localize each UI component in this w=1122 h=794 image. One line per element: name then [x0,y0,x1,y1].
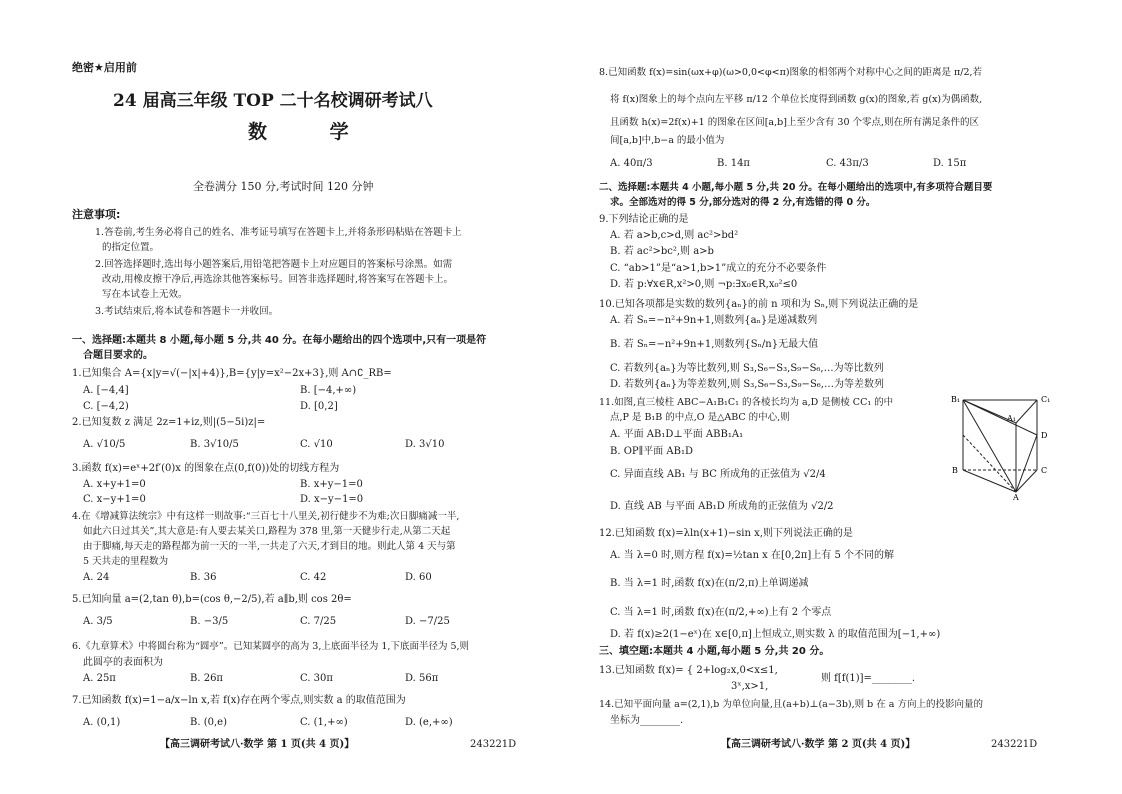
prism-figure [949,392,1059,500]
label-b1: B₁ [951,395,961,404]
note-line: 1.答卷前,考生务必将自己的姓名、准考证号填写在答题卡上,并将条形码粘贴在答题卡上 [95,227,462,238]
q9-option-b: B. 若 ac²>bc²,则 a>b [610,246,714,257]
page-footer: 【高三调研考试八·数学 第 1 页(共 4 页)】 [160,739,355,750]
note-line: 改动,用橡皮擦干净后,再选涂其他答案标号。回答非选择题时,将答案写在答题卡上。 [102,274,454,285]
q11-option-d: D. 直线 AB 与平面 AB₁D 所成角的正弦值为 √2/2 [610,501,834,512]
section3-heading: 三、填空题:本题共 4 小题,每小题 5 分,共 20 分。 [599,646,830,657]
q11-option-c: C. 异面直线 AB₁ 与 BC 所成角的正弦值为 √2/4 [610,469,826,480]
q3-option-a: A. x+y+1=0 [83,479,146,490]
question-13: 13.已知函数 f(x)= { 2+log₂x,0<x≤1, [599,665,778,676]
question-13-case2: 3ˣ,x>1, [731,681,769,692]
q5-option-c: C. 7/25 [300,616,337,627]
q3-option-d: D. x−y−1=0 [300,494,364,505]
question-8-cont: 将 f(x)图象上的每个点向左平移 π/12 个单位长度得到函数 g(x)的图象,若 g(x)为偶函数, [610,94,983,105]
q9-option-d: D. 若 p:∀x∈R,x²>0,则 ¬p:∃x₀∈R,x₀²≤0 [610,279,798,290]
page-footer: 【高三调研考试八·数学 第 2 页(共 4 页)】 [721,739,916,750]
question-12: 12.已知函数 f(x)=λln(x+1)−sin x,则下列说法正确的是 [599,528,853,539]
section2-heading-cont: 求。全部选对的得 5 分,部分选对的得 2 分,有选错的得 0 分。 [610,197,876,208]
exam-title: 24 届高三年级 TOP 二十名校调研考试八 [113,91,433,111]
label-c: C [1041,466,1048,475]
label-a: A [1013,493,1019,500]
q1-option-b: B. [−4,+∞) [300,385,357,396]
q4-option-b: B. 36 [190,572,217,583]
q1-option-a: A. [−4,4] [83,385,129,396]
q11-option-b: B. OP∥平面 AB₁D [610,446,694,457]
q8-option-b: B. 14π [717,158,751,169]
question-4-cont: 5 天共走的里程数为 [83,556,169,567]
note-line: 写在本试卷上无效。 [102,289,188,300]
question-4-cont: 由于脚痛,每天走的路程都为前一天的一半,一共走了六天,才到目的地。则此人第 4 天与第 [83,541,456,552]
question-8-cont: 间[a,b]中,b−a 的最小值为 [610,135,725,146]
q10-option-d: D. 若数列{aₙ}为等差数列,则 S₃,S₆−S₃,S₉−S₆,…为等差数列 [610,379,884,390]
question-13-tail: 则 f[f(1)]=________. [821,673,916,684]
confidential-label: 绝密★启用前 [72,61,137,74]
note-line: 的指定位置。 [102,242,160,253]
segment-ad [1016,435,1037,492]
q6-option-c: C. 30π [300,673,333,684]
label-b: B [952,466,958,475]
q12-option-b: B. 当 λ=1 时,函数 f(x)在(π/2,π)上单调递减 [610,578,809,589]
question-11-cont: 点,P 是 B₁B 的中点,O 是△ABC 的中心,则 [610,412,790,423]
exam-code: 243221D [991,739,1038,750]
subject-title: 数 学 [248,121,377,143]
q7-option-d: D. (e,+∞) [405,717,453,728]
q3-option-b: B. x+y−1=0 [300,479,363,490]
q8-option-a: A. 40π/3 [610,158,653,169]
q7-option-b: B. (0,e) [190,717,227,728]
question-7: 7.已知函数 f(x)=1−a/x−ln x,若 f(x)存在两个零点,则实数 a 的取值范围为 [72,695,406,706]
label-c1: C₁ [1041,395,1051,404]
q10-option-c: C. 若数列{aₙ}为等比数列,则 S₃,S₆−S₃,S₉−S₆,…为等比数列 [610,363,884,374]
segment-b1d [963,400,1037,435]
q9-option-a: A. 若 a>b,c>d,则 ac²>bd² [610,230,739,241]
q12-option-c: C. 当 λ=1 时,函数 f(x)在(π/2,+∞)上有 2 个零点 [610,607,832,618]
q7-option-c: C. (1,+∞) [300,717,348,728]
label-a1: A₁ [1007,414,1016,423]
question-8: 8.已知函数 f(x)=sin(ωx+φ)(ω>0,0<φ<π)图象的相邻两个对称中心之间的距离是 π/2,若 [599,67,983,78]
segment-pa [963,435,1016,492]
q4-option-d: D. 60 [405,572,432,583]
q2-option-c: C. √10 [300,439,333,450]
q4-option-a: A. 24 [83,572,110,583]
question-1: 1.已知集合 A={x|y=√(−|x|+4)},B={y|y=x²−2x+3},则 A∩∁_RB= [72,368,392,379]
q6-option-d: D. 56π [405,673,439,684]
section1-heading-cont: 合题目要求的。 [83,350,153,361]
q6-option-a: A. 25π [83,673,116,684]
q10-option-b: B. 若 Sₙ=−n²+9n+1,则数列{Sₙ/n}无最大值 [610,339,819,350]
q11-option-a: A. 平面 AB₁D⊥平面 ABB₁A₁ [610,429,744,440]
q2-option-b: B. 3√10/5 [190,439,239,450]
question-14-cont: 坐标为________. [610,715,684,726]
question-5: 5.已知向量 a=(2,tan θ),b=(cos θ,−2/5),若 a∥b,则 cos 2θ= [72,594,352,605]
exam-code: 243221D [470,739,517,750]
q3-option-c: C. x−y+1=0 [83,494,146,505]
q6-option-b: B. 26π [190,673,224,684]
notes-heading: 注意事项: [72,208,121,221]
question-4: 4.在《增减算法统宗》中有这样一则故事:“三百七十八里关,初行健步不为难;次日脚痛减一半, [72,511,460,522]
q5-option-b: B. −3/5 [190,616,229,627]
note-line: 2.回答选择题时,选出每小题答案后,用铅笔把答题卡上对应题目的答案标号涂黑。如需 [95,259,453,270]
question-11: 11.如图,直三棱柱 ABC−A₁B₁C₁ 的各棱长均为 a,D 是侧棱 CC₁ 的中 [599,397,894,408]
q2-option-d: D. 3√10 [405,439,445,450]
q10-option-a: A. 若 Sₙ=−n²+9n+1,则数列{aₙ}是递减数列 [610,315,818,326]
question-14: 14.已知平面向量 a=(2,1),b 为单位向量,且(a+b)⊥(a−3b),则 b 在 a 方向上的投影向量的 [599,699,983,710]
section1-heading: 一、选择题:本题共 8 小题,每小题 5 分,共 40 分。在每小题给出的四个选项中,只有一项是符 [72,335,487,346]
q2-option-a: A. √10/5 [83,439,126,450]
page-right [561,0,1122,794]
section2-heading: 二、选择题:本题共 4 小题,每小题 5 分,共 20 分。在每小题给出的选项中,有多项符合题目要 [599,182,993,193]
q12-option-a: A. 当 λ=0 时,则方程 f(x)=½tan x 在[0,2π]上有 5 个不同的解 [610,550,895,561]
question-10: 10.已知各项都是实数的数列{aₙ}的前 n 项和为 Sₙ,则下列说法正确的是 [599,299,919,310]
edge-ca [1016,470,1037,492]
q12-option-d: D. 若 f(x)≥2(1−eˣ)在 x∈[0,π]上恒成立,则实数 λ 的取值范围为[−1,+∞) [610,629,941,640]
label-d: D [1041,431,1048,440]
question-4-cont: 如此六日过其关”,其大意是:有人要去某关口,路程为 378 里,第一天健步行走,从第二天起 [83,526,451,537]
q5-option-a: A. 3/5 [83,616,113,627]
question-6-cont: 此圆亭的表面积为 [83,657,163,668]
q7-option-a: A. (0,1) [83,717,121,728]
question-8-cont: 且函数 h(x)=2f(x)+1 的图象在区间[a,b]上至少含有 30 个零点,则在所有满足条件的区 [610,117,980,128]
q1-option-c: C. [−4,2) [83,401,129,412]
note-line: 3.考试结束后,将本试卷和答题卡一并收回。 [95,306,279,317]
question-9: 9.下列结论正确的是 [599,214,689,225]
q8-option-c: C. 43π/3 [826,158,869,169]
q4-option-c: C. 42 [300,572,327,583]
q1-option-d: D. [0,2] [300,401,338,412]
edge-c1a1 [1016,400,1037,423]
exam-info: 全卷满分 150 分,考试时间 120 分钟 [193,180,374,193]
edge-ba [963,470,1016,492]
q8-option-d: D. 15π [933,158,967,169]
q5-option-d: D. −7/25 [405,616,450,627]
question-6: 6.《九章算术》中将圆台称为“圆亭”。已知某圆亭的高为 3,上底面半径为 1,下底面半径为 5,则 [72,641,470,652]
question-2: 2.已知复数 z 满足 2z=1+iz,则|(5−5i)z|= [72,417,266,428]
q9-option-c: C. “ab>1”是“a>1,b>1”成立的充分不必要条件 [610,263,827,274]
question-3: 3.函数 f(x)=eˣ+2f′(0)x 的图象在点(0,f(0))处的切线方程为 [72,463,340,474]
